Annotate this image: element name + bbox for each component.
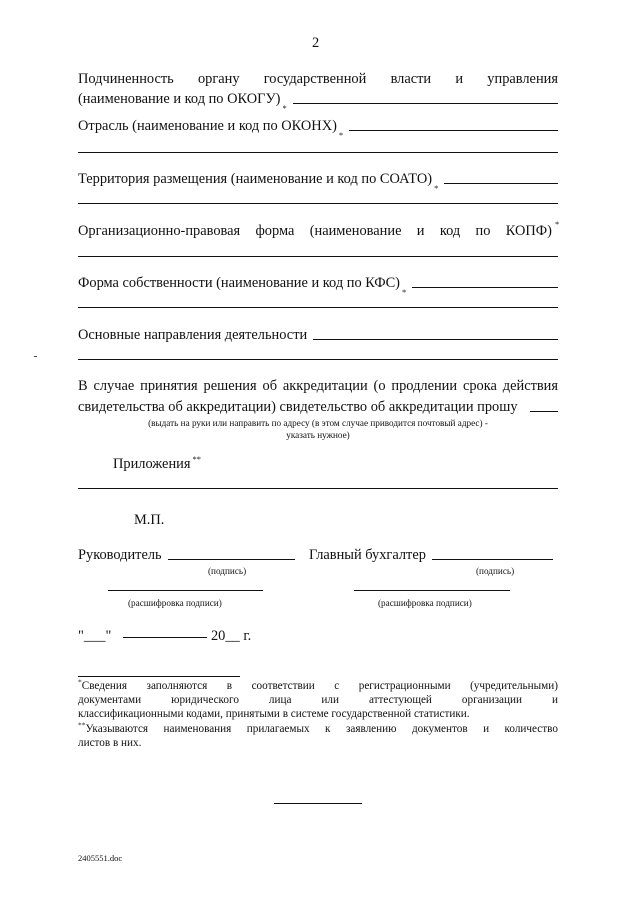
- word: Указываются: [85, 723, 149, 735]
- word: В: [78, 378, 88, 394]
- head-signature-hint: (подпись): [208, 566, 247, 576]
- word: аттестующей: [368, 694, 432, 706]
- word: срока: [462, 378, 497, 394]
- head-signature-blank[interactable]: [168, 559, 295, 560]
- industry-label: Отрасль (наименование и код по ОКОНХ): [78, 118, 337, 134]
- footnote-2-first: [78, 720, 149, 736]
- word: Подчиненность: [78, 71, 174, 87]
- industry-blank-2[interactable]: [78, 152, 558, 153]
- accountant-label: Главный бухгалтер: [309, 547, 426, 563]
- date-day-blank[interactable]: ___: [83, 628, 106, 644]
- head-decode-blank[interactable]: [108, 590, 263, 591]
- territory-blank-2[interactable]: [78, 203, 558, 204]
- accountant-decode-blank[interactable]: [354, 590, 510, 591]
- word: и: [455, 71, 464, 87]
- footnote-2-line-1: [78, 720, 558, 736]
- industry-row: Отрасль (наименование и код по ОКОНХ) *: [78, 117, 558, 135]
- word: об: [262, 378, 278, 394]
- file-name: 2405551.doc: [78, 853, 123, 863]
- footnote-2-line-2: листов в них.: [78, 737, 142, 749]
- word: с: [334, 680, 340, 692]
- footnote-1-line-3: классификационными кодами, принятыми в системе государственной статистики.: [78, 708, 470, 720]
- attachments-label: [113, 455, 201, 473]
- ownership-blank-2[interactable]: [78, 307, 558, 308]
- word: наименования: [163, 723, 232, 735]
- footnote-mark: **: [192, 454, 201, 465]
- date-quote: ": [105, 628, 112, 644]
- word: количество: [504, 723, 558, 735]
- territory-label: Территория размещения (наименование и код по СОАТО): [78, 171, 433, 187]
- word: организации: [461, 694, 522, 706]
- accreditation-blank[interactable]: [530, 411, 558, 412]
- word: лица: [268, 694, 292, 706]
- accreditation-text: свидетельства об аккредитации) свидетельство об аккредитации прошу: [78, 399, 518, 415]
- word: и: [551, 694, 558, 706]
- accreditation-hint-2: указать нужное): [286, 430, 350, 440]
- document-page: 2 Подчиненность органу государственной власти и управления (наименование и код по ОКОГУ) * Отрасль (наименование и код по ОКОНХ) * Территория размещения (наименование и код по СОАТО) * Организационно-правовая форма (наименование и код по КОПФ) * Форма собственности (наименование и код по КФС) * Основные направления деятельности В случае принятия решения об аккредитации (о продлении срока действия свидетельства об аккредитации) свидетельство об аккредитации прошу (выдать на руки или направить по адресу (в этом случае приводится почтовый адрес) - указать нужное) Приложения ** М.П. Руководитель Главный бухгалтер (подпись) (подпись) (расшифровка подписи) (расшифровка подписи) "___" 20__ г. *Сведения заполняются в соответствии с регистрационными (учредительными) документами юридического лица или аттестующей организации и классификационными кодами, принятыми в системе государственной статистики. **Указываются наименования прилагаемых к заявлению документов и количество листов в них. 2405551.doc: [0, 0, 640, 905]
- word: юридического: [171, 694, 239, 706]
- footnote-1-mark: *: [78, 677, 82, 687]
- ownership-label: Форма собственности (наименование и код по КФС): [78, 275, 400, 291]
- word: (о: [373, 378, 386, 394]
- ownership-row: Форма собственности (наименование и код по КФС) *: [78, 274, 558, 292]
- activities-blank[interactable]: [313, 339, 558, 340]
- footnote-2-mark: **: [78, 720, 86, 730]
- word: органу: [197, 71, 240, 87]
- date-year-blank[interactable]: __: [225, 628, 240, 644]
- date-month-blank[interactable]: [123, 637, 207, 638]
- footnote-1-first: [78, 677, 128, 693]
- word: по: [475, 223, 491, 239]
- date-row: [78, 627, 251, 645]
- word: Сведения: [81, 680, 128, 692]
- word: код: [439, 223, 461, 239]
- date-quote: ": [78, 628, 84, 644]
- word: КОПФ): [505, 223, 552, 239]
- page-number: 2: [312, 35, 320, 51]
- word: принятия: [140, 378, 198, 394]
- word: продлении: [391, 378, 458, 394]
- attachments-blank[interactable]: [78, 488, 558, 489]
- word: (учредительными): [470, 680, 558, 692]
- word: или: [321, 694, 339, 706]
- date-year-prefix: 20: [210, 628, 226, 644]
- activities-label: Основные направления деятельности: [78, 327, 308, 343]
- word: документов: [411, 723, 468, 735]
- word: и: [483, 723, 490, 735]
- accreditation-hint-1: (выдать на руки или направить по адресу (в этом случае приводится почтовый адрес) -: [148, 418, 488, 428]
- word: аккредитации: [282, 378, 368, 394]
- word: к: [325, 723, 331, 735]
- activities-row: [78, 326, 558, 344]
- word: соответствии: [251, 680, 315, 692]
- subordination-blank[interactable]: [293, 103, 558, 104]
- accreditation-line-2: [78, 398, 558, 416]
- territory-row: Территория размещения (наименование и код по СОАТО) *: [78, 170, 558, 188]
- subordination-line-2: (наименование и код по ОКОГУ) *: [78, 90, 558, 108]
- word: (наименование: [309, 223, 402, 239]
- margin-mark: [34, 356, 37, 357]
- word: и: [416, 223, 425, 239]
- word: прилагаемых: [246, 723, 310, 735]
- attachments-text: Приложения: [113, 456, 191, 472]
- legal-form-blank[interactable]: [78, 256, 558, 257]
- ownership-blank[interactable]: [412, 287, 558, 288]
- end-separator: [274, 803, 362, 804]
- word: форма: [255, 223, 295, 239]
- subordination-line-1: [78, 70, 558, 88]
- accountant-signature-hint: (подпись): [476, 566, 515, 576]
- word: власти: [390, 71, 432, 87]
- word: заявлению: [345, 723, 397, 735]
- head-signature-row: [78, 546, 295, 564]
- territory-blank[interactable]: [444, 183, 558, 184]
- word: случае: [93, 378, 135, 394]
- head-decode-hint: (расшифровка подписи): [128, 598, 222, 608]
- industry-blank[interactable]: [349, 130, 558, 131]
- footnote-separator: [78, 676, 240, 677]
- head-label: Руководитель: [78, 547, 162, 563]
- word: заполняются: [146, 680, 208, 692]
- word: в: [226, 680, 233, 692]
- word: управления: [487, 71, 558, 87]
- date-year-suffix: г.: [243, 628, 252, 644]
- legal-form-row: [78, 222, 552, 240]
- subordination-label: (наименование и код по ОКОГУ): [78, 91, 281, 107]
- word: Организационно-правовая: [78, 223, 241, 239]
- word: государственной: [263, 71, 367, 87]
- accreditation-line-1: [78, 377, 558, 395]
- accountant-signature-row: [309, 546, 553, 564]
- accountant-decode-hint: (расшифровка подписи): [378, 598, 472, 608]
- word: решения: [203, 378, 257, 394]
- word: регистрационными: [358, 680, 451, 692]
- stamp-label: М.П.: [134, 512, 165, 528]
- footnote-1-line-2: [78, 694, 558, 707]
- word: действия: [502, 378, 558, 394]
- footnote-1-line-1: [78, 677, 558, 693]
- word: документами: [78, 694, 142, 706]
- accountant-signature-blank[interactable]: [432, 559, 553, 560]
- activities-blank-2[interactable]: [78, 359, 558, 360]
